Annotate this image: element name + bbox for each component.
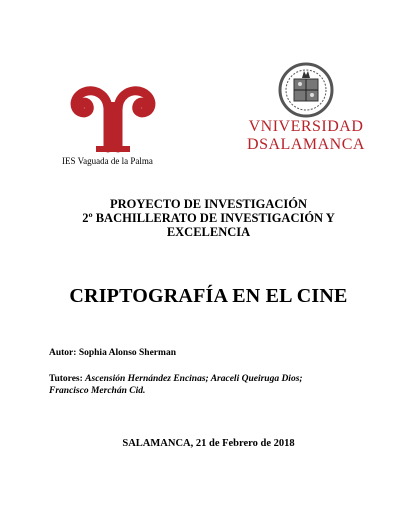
university-crest-icon	[258, 62, 354, 118]
ies-caption: IES Vaguada de la Palma	[62, 156, 153, 166]
project-heading-line3: EXCELENCIA	[166, 225, 251, 239]
tutors-line	[49, 374, 303, 384]
project-heading-line2: 2º BACHILLERATO DE INVESTIGACIÓN Y	[82, 211, 335, 225]
tutors-names-line2: Francisco Merchán Cid.	[49, 386, 146, 396]
author-name: Sophia Alonso Sherman	[78, 348, 176, 358]
ies-logo	[62, 82, 167, 172]
university-logo	[247, 62, 365, 154]
author-label: Autor:	[49, 348, 79, 358]
tutors-label: Tutores:	[49, 374, 86, 384]
university-name-line2: DSALAMANCA	[247, 136, 365, 153]
author-line	[49, 348, 176, 358]
page-title: CRIPTOGRAFÍA EN EL CINE	[69, 285, 348, 307]
university-name-line1: VNIVERSIDAD	[248, 118, 364, 135]
place-date-footer: SALAMANCA, 21 de Febrero de 2018	[122, 438, 295, 449]
tutors-names-line1: Ascensión Hernández Encinas; Araceli Queiruga Dios;	[85, 374, 303, 384]
project-heading-line1: PROYECTO DE INVESTIGACIÓN	[109, 197, 308, 211]
ies-emblem-icon	[68, 82, 158, 154]
